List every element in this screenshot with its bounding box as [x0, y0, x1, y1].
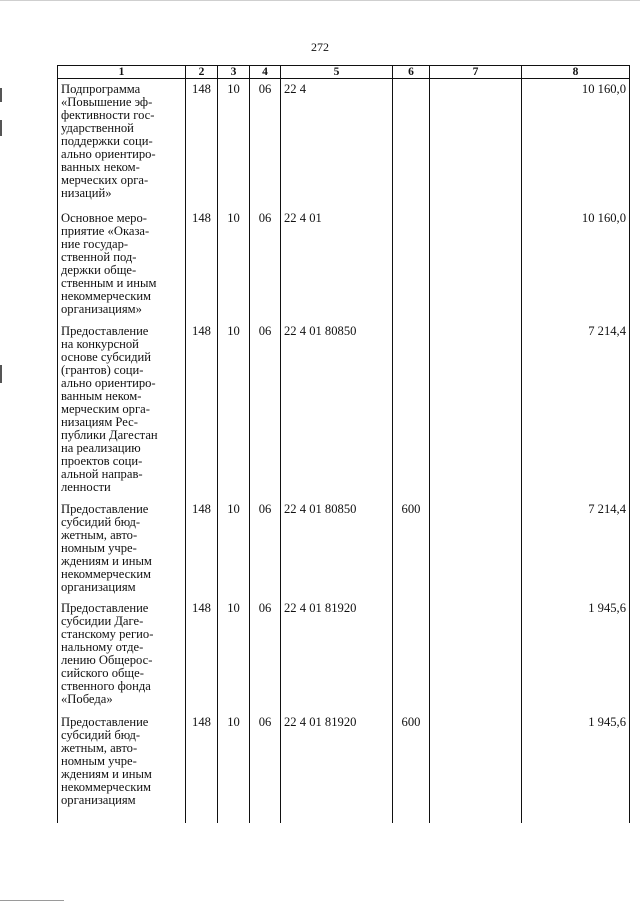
item-name-line: Предоставление	[61, 715, 149, 729]
margin-mark	[0, 365, 2, 383]
item-name-line: некоммерческим	[61, 780, 152, 794]
empty-cell	[250, 807, 281, 823]
section-code-cell: 10	[218, 208, 250, 321]
empty-cell	[186, 807, 218, 823]
ministry-code-cell: 148	[186, 79, 218, 209]
table-row	[58, 712, 630, 807]
expense-type-cell: 600	[393, 712, 430, 807]
subsection-code-cell: 06	[250, 321, 281, 499]
item-name-line: мерческих орга-	[61, 173, 149, 187]
table-row	[58, 79, 630, 209]
table-tail	[58, 807, 630, 823]
amount-cell: 7 214,4	[522, 499, 630, 598]
item-name-cell	[58, 79, 186, 209]
item-name-line: фективности гос-	[61, 108, 155, 122]
item-name-line: нальному отде-	[61, 640, 144, 654]
item-name-line: «Повышение эф-	[61, 95, 153, 109]
item-name-cell	[58, 208, 186, 321]
ministry-code-cell: 148	[186, 712, 218, 807]
subsection-code-cell: 06	[250, 499, 281, 598]
item-name-line: субсидий бюд-	[61, 515, 141, 529]
column-7-cell	[430, 598, 522, 712]
item-name-line: организациям	[61, 580, 136, 594]
item-name-line: субсидий бюд-	[61, 728, 141, 742]
item-name-line: Предоставление	[61, 324, 149, 338]
column-header: 1	[58, 66, 186, 79]
target-article-cell: 22 4	[281, 79, 393, 209]
table-row	[58, 499, 630, 598]
item-name-line: ударственной	[61, 121, 134, 135]
section-code-cell: 10	[218, 598, 250, 712]
item-name-cell	[58, 499, 186, 598]
item-name-line: альной направ-	[61, 467, 143, 481]
amount-cell: 10 160,0	[522, 79, 630, 209]
expense-type-cell	[393, 321, 430, 499]
bottom-rule	[0, 900, 64, 901]
page-number: 272	[311, 40, 329, 54]
ministry-code-cell: 148	[186, 208, 218, 321]
item-name-line: приятие «Оказа-	[61, 224, 150, 238]
ministry-code-cell: 148	[186, 598, 218, 712]
empty-cell	[281, 807, 393, 823]
table-row	[58, 321, 630, 499]
item-name-line: ально ориентиро-	[61, 376, 156, 390]
item-name-line: основе субсидий	[61, 350, 152, 364]
item-name-line: ально ориентиро-	[61, 147, 156, 161]
ministry-code-cell: 148	[186, 321, 218, 499]
item-name-line: ванных неком-	[61, 160, 140, 174]
item-name-line: ние государ-	[61, 237, 129, 251]
item-name-line: «Победа»	[61, 692, 113, 706]
empty-cell	[522, 807, 630, 823]
item-name-line: лению Общерос-	[61, 653, 153, 667]
item-name-line: номным учре-	[61, 754, 137, 768]
subsection-code-cell: 06	[250, 598, 281, 712]
budget-table	[57, 65, 630, 823]
item-name-line: некоммерческим	[61, 567, 152, 581]
item-name-line: низациям Рес-	[61, 415, 138, 429]
item-name-line: публики Дагестан	[61, 428, 158, 442]
item-name-line: ственного фонда	[61, 679, 151, 693]
empty-cell	[393, 807, 430, 823]
item-name-line: организациям	[61, 793, 136, 807]
item-name-line: ванным неком-	[61, 389, 142, 403]
item-name-cell	[58, 712, 186, 807]
item-name-line: Подпрограмма	[61, 82, 141, 96]
table-row	[58, 598, 630, 712]
empty-cell	[430, 807, 522, 823]
item-name-line: ственной под-	[61, 250, 137, 264]
amount-cell: 1 945,6	[522, 598, 630, 712]
column-7-cell	[430, 321, 522, 499]
column-7-cell	[430, 712, 522, 807]
target-article-cell: 22 4 01 80850	[281, 321, 393, 499]
column-header: 2	[186, 66, 218, 79]
amount-cell: 7 214,4	[522, 321, 630, 499]
amount-cell: 1 945,6	[522, 712, 630, 807]
item-name-line: Предоставление	[61, 502, 149, 516]
item-name-line: ственным и иным	[61, 276, 157, 290]
item-name-line: поддержки соци-	[61, 134, 153, 148]
expense-type-cell	[393, 208, 430, 321]
margin-mark	[0, 120, 2, 136]
item-name-line: Основное меро-	[61, 211, 147, 225]
subsection-code-cell: 06	[250, 79, 281, 209]
item-name-line: некоммерческим	[61, 289, 152, 303]
column-header: 8	[522, 66, 630, 79]
item-name-line: жетным, авто-	[61, 528, 138, 542]
column-header: 5	[281, 66, 393, 79]
item-name-line: сийского обще-	[61, 666, 144, 680]
item-name-line: низаций»	[61, 186, 112, 200]
target-article-cell: 22 4 01 81920	[281, 598, 393, 712]
column-7-cell	[430, 79, 522, 209]
target-article-cell: 22 4 01 81920	[281, 712, 393, 807]
expense-type-cell: 600	[393, 499, 430, 598]
header-row	[58, 66, 630, 79]
item-name-line: ленности	[61, 480, 111, 494]
column-7-cell	[430, 208, 522, 321]
item-name-line: держки обще-	[61, 263, 137, 277]
margin-mark	[0, 88, 2, 102]
item-name-cell	[58, 321, 186, 499]
subsection-code-cell: 06	[250, 712, 281, 807]
ministry-code-cell: 148	[186, 499, 218, 598]
column-header: 6	[393, 66, 430, 79]
top-rule	[0, 0, 640, 1]
section-code-cell: 10	[218, 79, 250, 209]
target-article-cell: 22 4 01	[281, 208, 393, 321]
table-row	[58, 208, 630, 321]
item-name-line: проектов соци-	[61, 454, 143, 468]
column-header: 7	[430, 66, 522, 79]
empty-cell	[58, 807, 186, 823]
item-name-line: станскому регио-	[61, 627, 154, 641]
item-name-line: жетным, авто-	[61, 741, 138, 755]
item-name-cell	[58, 598, 186, 712]
target-article-cell: 22 4 01 80850	[281, 499, 393, 598]
section-code-cell: 10	[218, 712, 250, 807]
item-name-line: на реализацию	[61, 441, 141, 455]
column-header: 3	[218, 66, 250, 79]
column-header: 4	[250, 66, 281, 79]
subsection-code-cell: 06	[250, 208, 281, 321]
empty-cell	[218, 807, 250, 823]
item-name-line: субсидии Даге-	[61, 614, 144, 628]
item-name-line: Предоставление	[61, 601, 149, 615]
item-name-line: ждениям и иным	[61, 554, 152, 568]
expense-type-cell	[393, 598, 430, 712]
expense-type-cell	[393, 79, 430, 209]
section-code-cell: 10	[218, 321, 250, 499]
item-name-line: ждениям и иным	[61, 767, 152, 781]
item-name-line: мерческим орга-	[61, 402, 150, 416]
item-name-line: номным учре-	[61, 541, 137, 555]
item-name-line: организациям»	[61, 302, 142, 316]
amount-cell: 10 160,0	[522, 208, 630, 321]
item-name-line: на конкурсной	[61, 337, 139, 351]
item-name-line: (грантов) соци-	[61, 363, 144, 377]
section-code-cell: 10	[218, 499, 250, 598]
column-7-cell	[430, 499, 522, 598]
